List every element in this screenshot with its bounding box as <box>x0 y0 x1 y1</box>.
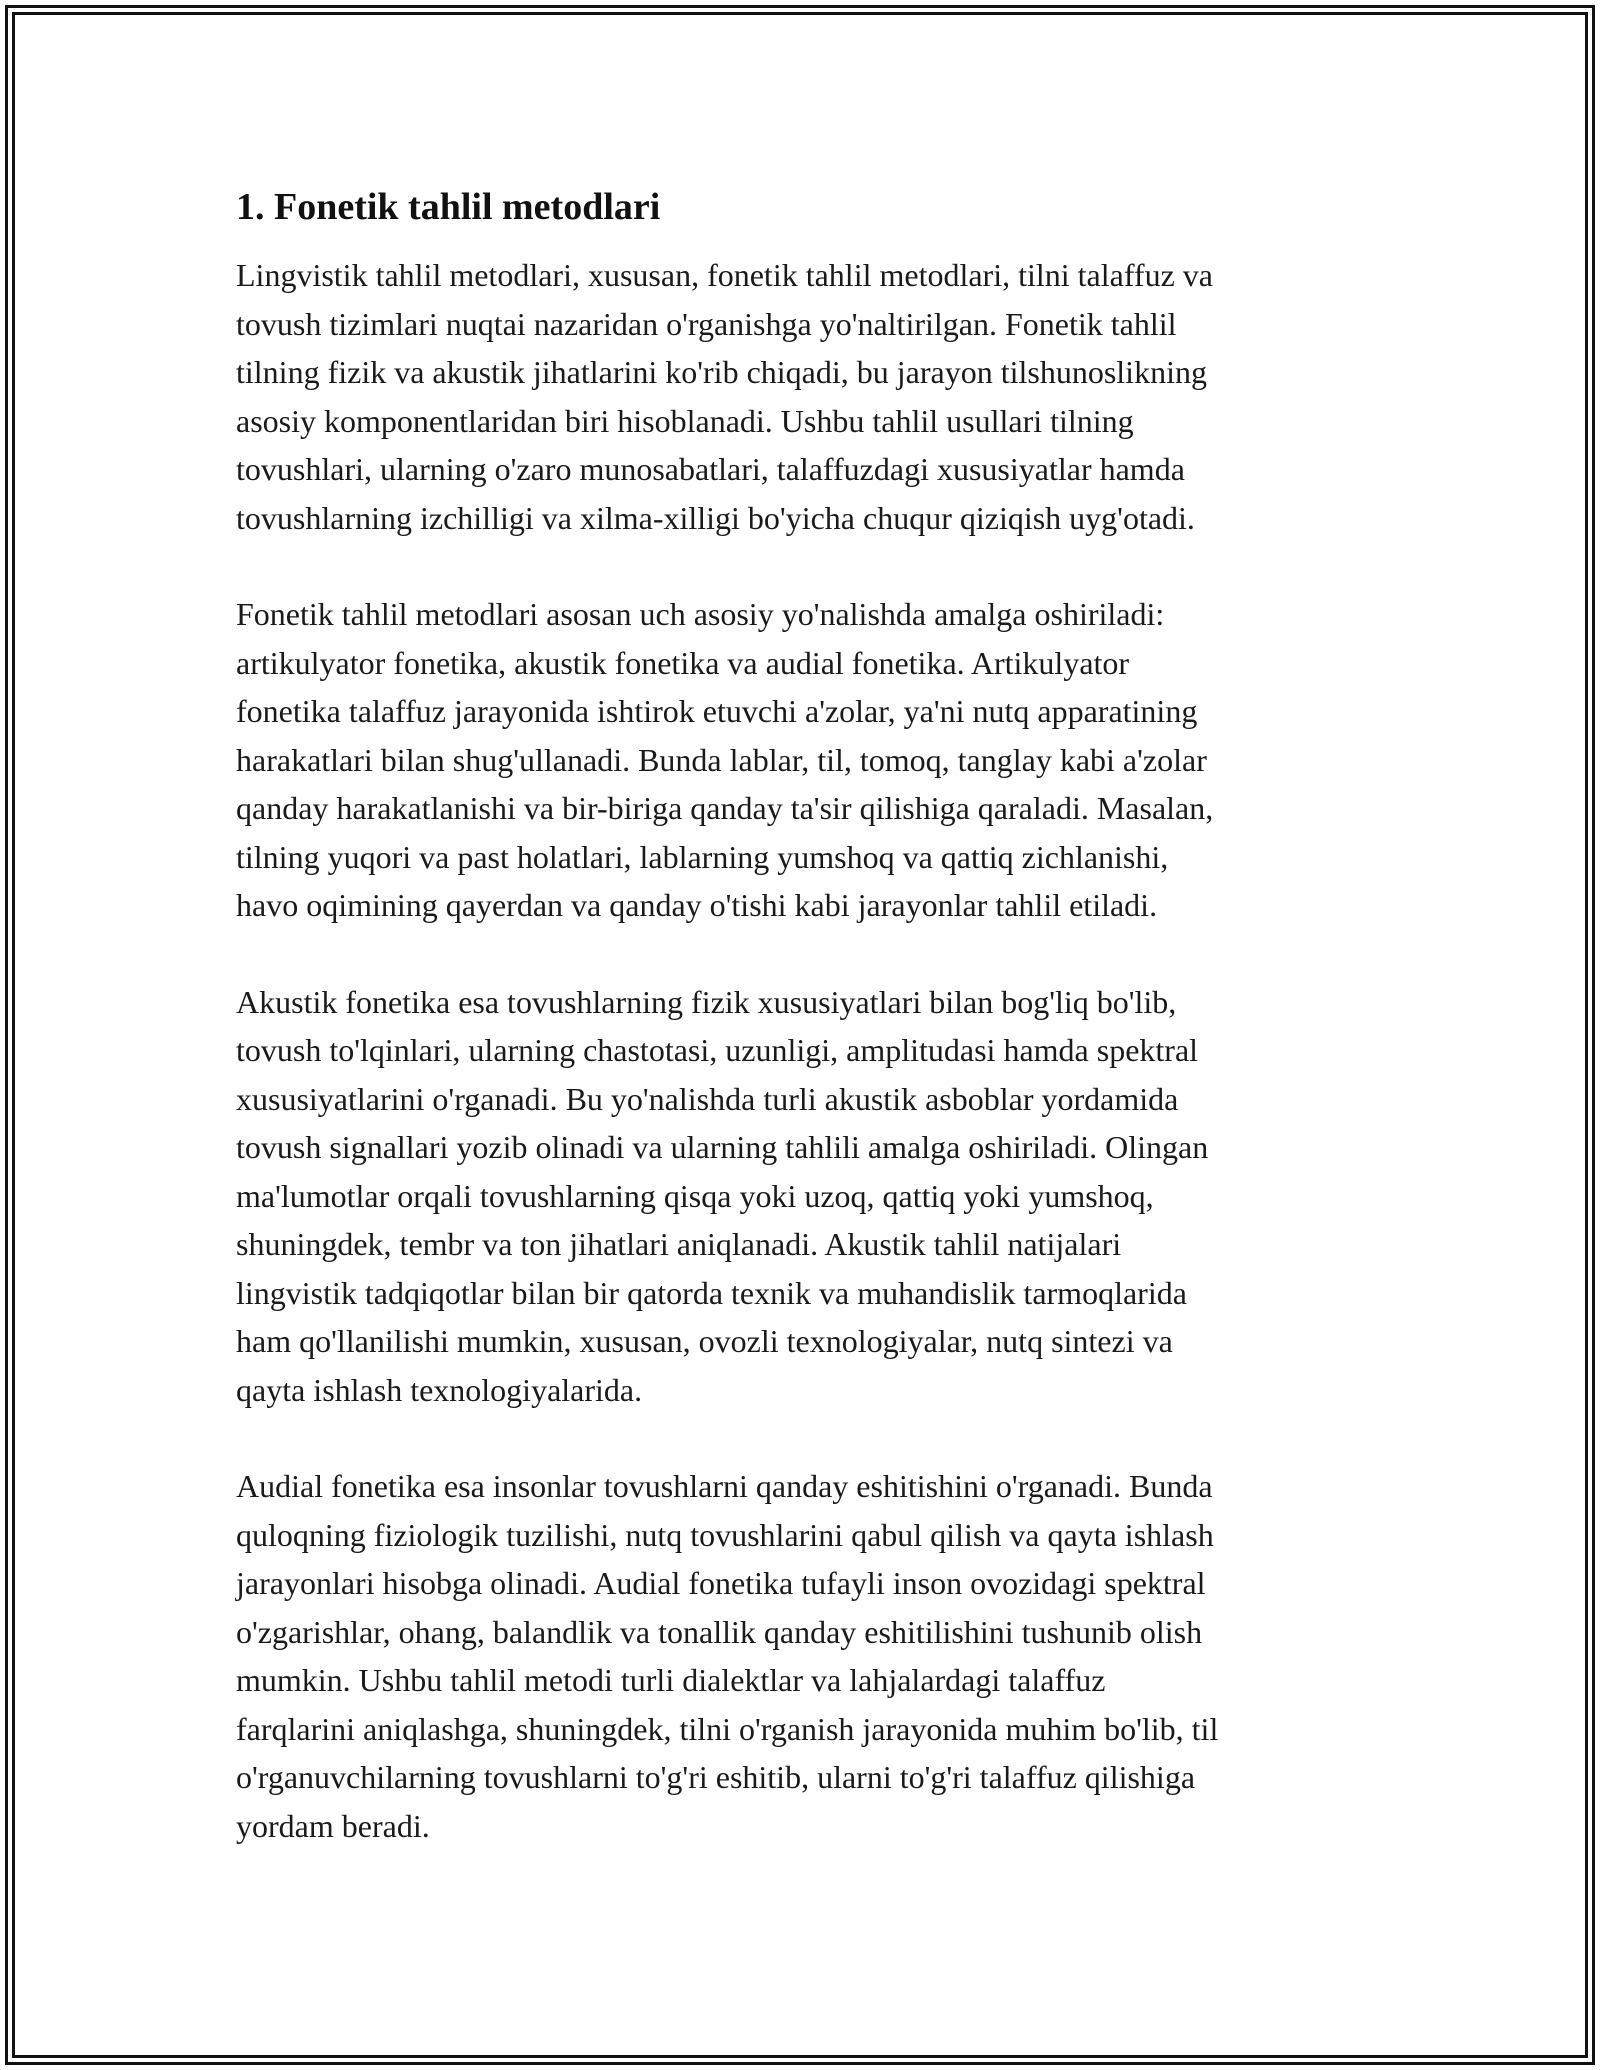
text-line: o'rganuvchilarning tovushlarni to'g'ri eshitib, ularni to'g'ri talaffuz qilishiga <box>236 1759 1196 1795</box>
text-line: tovush tizimlari nuqtai nazaridan o'rganishga yo'naltirilgan. Fonetik tahlil <box>236 305 1177 342</box>
text-line: shuningdek, tembr va ton jihatlari aniqlanadi. Akustik tahlil natijalari <box>236 1226 1122 1262</box>
text-line: farqlarini aniqlashga, shuningdek, tilni o'rganish jarayonida muhim bo'lib, til <box>236 1710 1219 1747</box>
text-line: Audial fonetika esa insonlar tovushlarni qanday eshitishini o'rganadi. Bunda <box>236 1468 1213 1504</box>
text-line: lingvistik tadqiqotlar bilan bir qatorda texnik va muhandislik tarmoqlarida <box>236 1274 1187 1311</box>
text-line: tilning fizik va akustik jihatlarini ko'rib chiqadi, bu jarayon tilshunoslikning <box>236 354 1207 390</box>
text-line: ham qo'llanilishi mumkin, xususan, ovozli texnologiyalar, nutq sintezi va <box>236 1323 1173 1359</box>
paragraph-acoustic <box>236 978 1366 1415</box>
text-line: tovush signallari yozib olinadi va ularning tahlili amalga oshiriladi. Olingan <box>236 1129 1209 1165</box>
text-line: artikulyator fonetika, akustik fonetika va audial fonetika. Artikulyator <box>236 644 1130 681</box>
text-line: harakatlari bilan shug'ullanadi. Bunda lablar, til, tomoq, tanglay kabi a'zolar <box>236 741 1207 778</box>
paragraph-intro <box>236 251 1366 542</box>
text-line: o'zgarishlar, ohang, balandlik va tonallik qanday eshitilishini tushunib olish <box>236 1613 1203 1650</box>
text-line: qayta ishlash texnologiyalarida. <box>236 1371 643 1408</box>
text-line: Fonetik tahlil metodlari asosan uch asosiy yo'nalishda amalga oshiriladi: <box>236 596 1165 632</box>
text-line: tovushlarning izchilligi va xilma-xilligi bo'yicha chuqur qiziqish uyg'otadi. <box>236 499 1195 536</box>
text-line: quloqning fiziologik tuzilishi, nutq tovushlarini qabul qilish va qayta ishlash <box>236 1516 1214 1553</box>
text-line: qanday harakatlanishi va bir-biriga qanday ta'sir qilishiga qaraladi. Masalan, <box>236 790 1214 826</box>
text-line: jarayonlari hisobga olinadi. Audial fonetika tufayli inson ovozidagi spektral <box>236 1565 1206 1601</box>
text-line: xususiyatlarini o'rganadi. Bu yo'nalishda turli akustik asboblar yordamida <box>236 1080 1179 1117</box>
text-line: asosiy komponentlaridan biri hisoblanadi. Ushbu tahlil usullari tilning <box>236 402 1134 439</box>
text-line: Lingvistik tahlil metodlari, xususan, fonetik tahlil metodlari, tilni talaffuz va <box>236 257 1213 293</box>
paragraph-directions <box>236 590 1366 930</box>
text-line: mumkin. Ushbu tahlil metodi turli dialektlar va lahjalardagi talaffuz <box>236 1662 1106 1698</box>
text-line: ma'lumotlar orqali tovushlarning qisqa yoki uzoq, qattiq yoki yumshoq, <box>236 1177 1154 1214</box>
text-line: yordam beradi. <box>236 1807 430 1844</box>
paragraph-auditory <box>236 1462 1366 1850</box>
text-line: havo oqimining qayerdan va qanday o'tishi kabi jarayonlar tahlil etiladi. <box>236 887 1158 923</box>
text-line: tovushlari, ularning o'zaro munosabatlari, talaffuzdagi xususiyatlar hamda <box>236 451 1185 487</box>
document-body <box>236 183 1366 1850</box>
text-line: Akustik fonetika esa tovushlarning fizik xususiyatlari bilan bog'liq bo'lib, <box>236 983 1177 1020</box>
text-line: fonetika talaffuz jarayonida ishtirok etuvchi a'zolar, ya'ni nutq apparatining <box>236 693 1198 729</box>
text-line: tovush to'lqinlari, ularning chastotasi, uzunligi, amplitudasi hamda spektral <box>236 1032 1199 1068</box>
text-line: tilning yuqori va past holatlari, lablarning yumshoq va qattiq zichlanishi, <box>236 838 1169 875</box>
section-heading: 1. Fonetik tahlil metodlari <box>236 186 661 228</box>
